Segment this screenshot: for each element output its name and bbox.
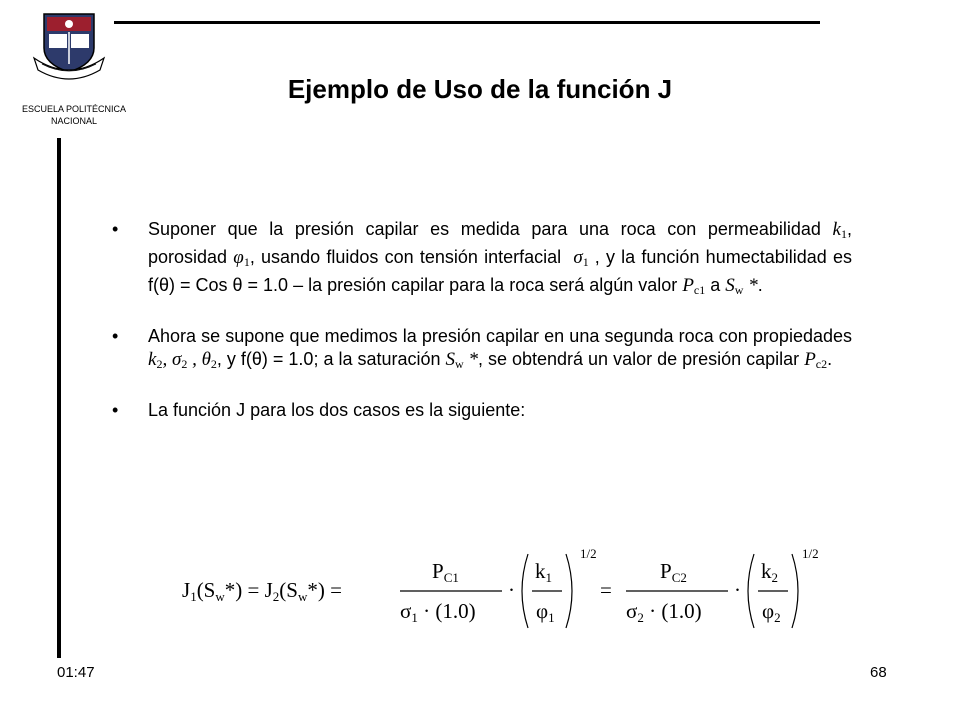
- pc1-symbol: $P_{c1}$: [682, 275, 706, 297]
- bullet-1-text-5: a: [710, 275, 721, 295]
- institution-line-2: NACIONAL: [50, 116, 97, 126]
- svg-text:σ2 · (1.0): σ2 · (1.0): [626, 599, 702, 625]
- institution-line-1: ESCUELA POLITÉCNICA: [21, 104, 127, 114]
- institution-crest-icon: [30, 12, 108, 82]
- svg-text:J1(Sw*) = J2(Sw*) =: J1(Sw*) = J2(Sw*) =: [182, 578, 342, 604]
- bullet-2: [112, 325, 852, 376]
- svg-text:σ1 · (1.0): σ1 · (1.0): [400, 599, 476, 625]
- svg-text:k2: k2: [761, 559, 778, 585]
- bullet-1-text-4: , y la función humectabilidad es f(θ) = Cos θ = 1.0 – la presión capilar para la roca será algún valor: [148, 247, 852, 295]
- slide-content: [112, 218, 852, 445]
- top-rule: [114, 21, 820, 24]
- bullet-2-text-2: , y f(θ) = 1.0; a la saturación: [216, 349, 441, 369]
- pc2-symbol: $P_{c2}$: [804, 349, 828, 371]
- svg-text:·: ·: [508, 578, 515, 602]
- bullet-1-text-2: , porosidad: [148, 219, 852, 267]
- k1-symbol: $k_1$: [832, 219, 847, 241]
- bullet-1-text-6: .: [757, 275, 763, 295]
- svg-text:1/2: 1/2: [580, 546, 597, 561]
- svg-text:φ2: φ2: [762, 599, 781, 625]
- bullet-dot: •: [112, 400, 119, 420]
- bullet-1-text-3: , usando fluidos con tensión interfacial: [249, 247, 562, 267]
- footer-time: 01:47: [57, 664, 95, 681]
- slide-title: Ejemplo de Uso de la función J: [287, 74, 673, 104]
- svg-text:PC1: PC1: [432, 559, 459, 585]
- svg-text:PC2: PC2: [660, 559, 687, 585]
- svg-text:1/2: 1/2: [802, 546, 819, 561]
- phi1-symbol: $\varphi_1$: [233, 247, 250, 269]
- bullet-dot: •: [112, 219, 119, 239]
- left-rule: [57, 138, 61, 658]
- institution-name: [8, 103, 140, 127]
- j-function-equation: [182, 540, 822, 640]
- bullet-2-text-1: Ahora se supone que medimos la presión capilar en una segunda roca con propiedades: [148, 326, 852, 346]
- k2-sigma2-theta2-symbols: $k_2$, $\sigma_2$ , $\theta_2$: [148, 349, 217, 371]
- svg-text:φ1: φ1: [536, 599, 555, 625]
- svg-text:k1: k1: [535, 559, 552, 585]
- bullet-3-text: La función J para los dos casos es la siguiente:: [148, 400, 526, 420]
- bullet-2-text-3: , se obtendrá un valor de presión capilar: [477, 349, 800, 369]
- bullet-1: [112, 218, 852, 302]
- svg-text:=: =: [600, 578, 612, 602]
- bullet-1-text-1: Suponer que la presión capilar es medida para una roca con permeabilidad: [148, 219, 821, 239]
- bullet-2-text-4: .: [827, 349, 833, 369]
- bullet-3: [112, 399, 852, 422]
- svg-text:·: ·: [734, 578, 741, 602]
- footer-page-number: 68: [870, 664, 887, 681]
- sw-star-symbol: $S_w$ *: [445, 349, 478, 371]
- bullet-dot: •: [112, 326, 119, 346]
- sigma1-symbol: $\sigma_1$: [567, 247, 589, 269]
- sw-star-symbol: $S_w$ *: [725, 275, 758, 297]
